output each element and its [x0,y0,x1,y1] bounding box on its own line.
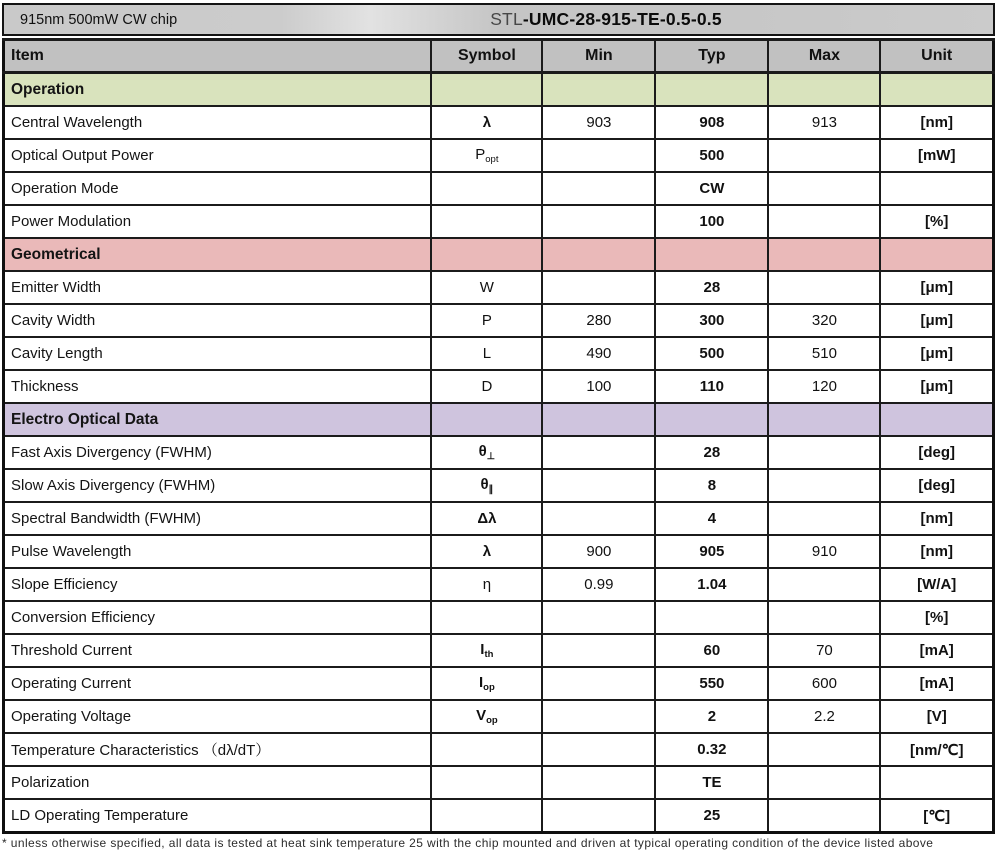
symbol-cell [431,733,542,766]
max-cell [768,568,880,601]
item-cell: Emitter Width [4,271,432,304]
max-cell [768,733,880,766]
unit-cell: [deg] [880,436,993,469]
section-cell [880,238,993,271]
max-cell [768,799,880,833]
symbol-cell [431,568,542,601]
min-cell [542,733,655,766]
section-cell [542,238,655,271]
symbol-cell [431,535,542,568]
typ-cell: 28 [655,436,768,469]
column-header-min: Min [542,40,655,73]
unit-cell: [deg] [880,469,993,502]
table-row [4,700,994,733]
section-label: Electro Optical Data [4,403,432,436]
min-cell [542,766,655,799]
unit-cell: [μm] [880,271,993,304]
unit-cell: [μm] [880,337,993,370]
item-cell: Slope Efficiency [4,568,432,601]
table-row [4,799,994,833]
column-header-symbol: Symbol [431,40,542,73]
spec-table [2,38,995,834]
table-row [4,106,994,139]
table-row [4,337,994,370]
symbol-text: P [481,312,492,329]
section-cell [655,238,768,271]
max-cell: 320 [768,304,880,337]
table-row [4,469,994,502]
symbol-text: η [482,576,492,593]
item-cell: Pulse Wavelength [4,535,432,568]
typ-cell: 2 [655,700,768,733]
item-cell: Central Wavelength [4,106,432,139]
item-cell: Cavity Width [4,304,432,337]
table-row [4,568,994,601]
section-cell [880,403,993,436]
symbol-text: Δλ [477,510,497,527]
item-cell: Optical Output Power [4,139,432,172]
typ-cell: 300 [655,304,768,337]
section-cell [542,403,655,436]
unit-cell: [nm] [880,535,993,568]
symbol-subscript: ∥ [488,484,494,495]
min-cell [542,634,655,667]
symbol-subscript: op [486,715,498,726]
item-cell: Cavity Length [4,337,432,370]
symbol-cell [431,139,542,172]
table-row [4,271,994,304]
symbol-cell [431,634,542,667]
section-row [4,73,994,107]
item-cell: Polarization [4,766,432,799]
symbol-text: θ [480,476,489,493]
symbol-cell [431,700,542,733]
unit-cell: [μm] [880,304,993,337]
unit-cell: [%] [880,205,993,238]
min-cell: 100 [542,370,655,403]
column-header-typ: Typ [655,40,768,73]
max-cell [768,271,880,304]
max-cell [768,139,880,172]
section-cell [655,73,768,107]
symbol-text: I [478,674,484,691]
header-row [4,40,994,73]
symbol-cell [431,304,542,337]
symbol-cell [431,205,542,238]
min-cell: 280 [542,304,655,337]
model-suffix: -UMC-28-915-TE-0.5-0.5 [522,9,722,29]
section-cell [431,403,542,436]
table-row [4,370,994,403]
symbol-text: L [482,345,492,362]
table-row [4,205,994,238]
max-cell [768,172,880,205]
max-cell [768,601,880,634]
symbol-text: P [475,146,486,163]
unit-cell: [W/A] [880,568,993,601]
typ-cell: 110 [655,370,768,403]
item-cell: Conversion Efficiency [4,601,432,634]
symbol-cell [431,502,542,535]
item-cell: Slow Axis Divergency (FWHM) [4,469,432,502]
max-cell: 2.2 [768,700,880,733]
item-cell: Fast Axis Divergency (FWHM) [4,436,432,469]
max-cell: 913 [768,106,880,139]
symbol-text: V [476,707,487,724]
symbol-cell [431,766,542,799]
section-row [4,238,994,271]
typ-cell: 100 [655,205,768,238]
section-label: Geometrical [4,238,432,271]
typ-cell: 908 [655,106,768,139]
unit-cell: [%] [880,601,993,634]
min-cell: 900 [542,535,655,568]
symbol-subscript: th [484,649,494,660]
spec-table-body [4,73,994,833]
symbol-text: λ [482,114,492,131]
column-header-unit: Unit [880,40,993,73]
typ-cell: 25 [655,799,768,833]
typ-cell: CW [655,172,768,205]
unit-cell: [mA] [880,634,993,667]
symbol-cell [431,172,542,205]
symbol-cell [431,370,542,403]
max-cell [768,502,880,535]
table-row [4,634,994,667]
symbol-text: I [480,641,485,658]
min-cell [542,667,655,700]
section-row [4,403,994,436]
typ-cell: 1.04 [655,568,768,601]
typ-cell: 500 [655,139,768,172]
item-cell: Spectral Bandwidth (FWHM) [4,502,432,535]
item-cell: Operating Current [4,667,432,700]
min-cell [542,271,655,304]
symbol-cell [431,469,542,502]
typ-cell: 8 [655,469,768,502]
table-row [4,667,994,700]
symbol-subscript: ⊥ [486,451,496,462]
min-cell [542,436,655,469]
column-header-item: Item [4,40,432,73]
min-cell [542,469,655,502]
typ-cell: 0.32 [655,733,768,766]
symbol-cell [431,337,542,370]
table-row [4,304,994,337]
unit-cell: [℃] [880,799,993,833]
min-cell [542,502,655,535]
min-cell [542,799,655,833]
typ-cell: 60 [655,634,768,667]
max-cell [768,766,880,799]
title-bar [2,3,995,36]
model-prefix: STL [490,9,523,29]
table-row [4,172,994,205]
item-cell: Operating Voltage [4,700,432,733]
table-row [4,139,994,172]
typ-cell [655,601,768,634]
min-cell [542,601,655,634]
section-cell [768,238,880,271]
max-cell: 120 [768,370,880,403]
footnote-partial: * unless otherwise specified, all data is tested at heat sink temperature 25 with the chip mounted and driven at typical operating condition of the device listed above [2,836,934,850]
section-cell [542,73,655,107]
symbol-cell [431,799,542,833]
min-cell: 490 [542,337,655,370]
item-cell: Power Modulation [4,205,432,238]
typ-cell: 500 [655,337,768,370]
item-cell: Thickness [4,370,432,403]
symbol-text: W [479,279,494,296]
symbol-subscript: opt [485,154,499,165]
unit-cell: [nm] [880,502,993,535]
unit-cell: [mA] [880,667,993,700]
min-cell: 903 [542,106,655,139]
item-cell: Operation Mode [4,172,432,205]
symbol-cell [431,667,542,700]
chip-description: 915nm 500mW CW chip [20,11,178,28]
item-cell: Threshold Current [4,634,432,667]
table-row [4,766,994,799]
symbol-cell [431,271,542,304]
unit-cell: [V] [880,700,993,733]
symbol-text: D [481,378,493,395]
unit-cell: [nm/℃] [880,733,993,766]
max-cell [768,469,880,502]
table-row [4,535,994,568]
table-row [4,436,994,469]
section-cell [768,73,880,107]
symbol-text: λ [482,543,492,560]
section-label: Operation [4,73,432,107]
typ-cell: 550 [655,667,768,700]
table-row [4,733,994,766]
unit-cell: [nm] [880,106,993,139]
max-cell: 70 [768,634,880,667]
symbol-subscript: op [483,682,495,693]
item-cell: Temperature Characteristics （dλ/dT） [4,733,432,766]
symbol-cell [431,106,542,139]
item-cell: LD Operating Temperature [4,799,432,833]
max-cell: 600 [768,667,880,700]
typ-cell: 905 [655,535,768,568]
section-cell [431,73,542,107]
section-cell [431,238,542,271]
column-header-max: Max [768,40,880,73]
min-cell: 0.99 [542,568,655,601]
max-cell: 510 [768,337,880,370]
typ-cell: 28 [655,271,768,304]
section-cell [880,73,993,107]
max-cell [768,205,880,238]
unit-cell [880,766,993,799]
section-cell [655,403,768,436]
unit-cell: [μm] [880,370,993,403]
min-cell [542,205,655,238]
min-cell [542,139,655,172]
symbol-cell [431,601,542,634]
typ-cell: 4 [655,502,768,535]
symbol-cell [431,436,542,469]
max-cell [768,436,880,469]
table-row [4,502,994,535]
max-cell: 910 [768,535,880,568]
section-cell [768,403,880,436]
min-cell [542,172,655,205]
unit-cell: [mW] [880,139,993,172]
typ-cell: TE [655,766,768,799]
min-cell [542,700,655,733]
unit-cell [880,172,993,205]
table-row [4,601,994,634]
symbol-text: θ [478,443,487,460]
